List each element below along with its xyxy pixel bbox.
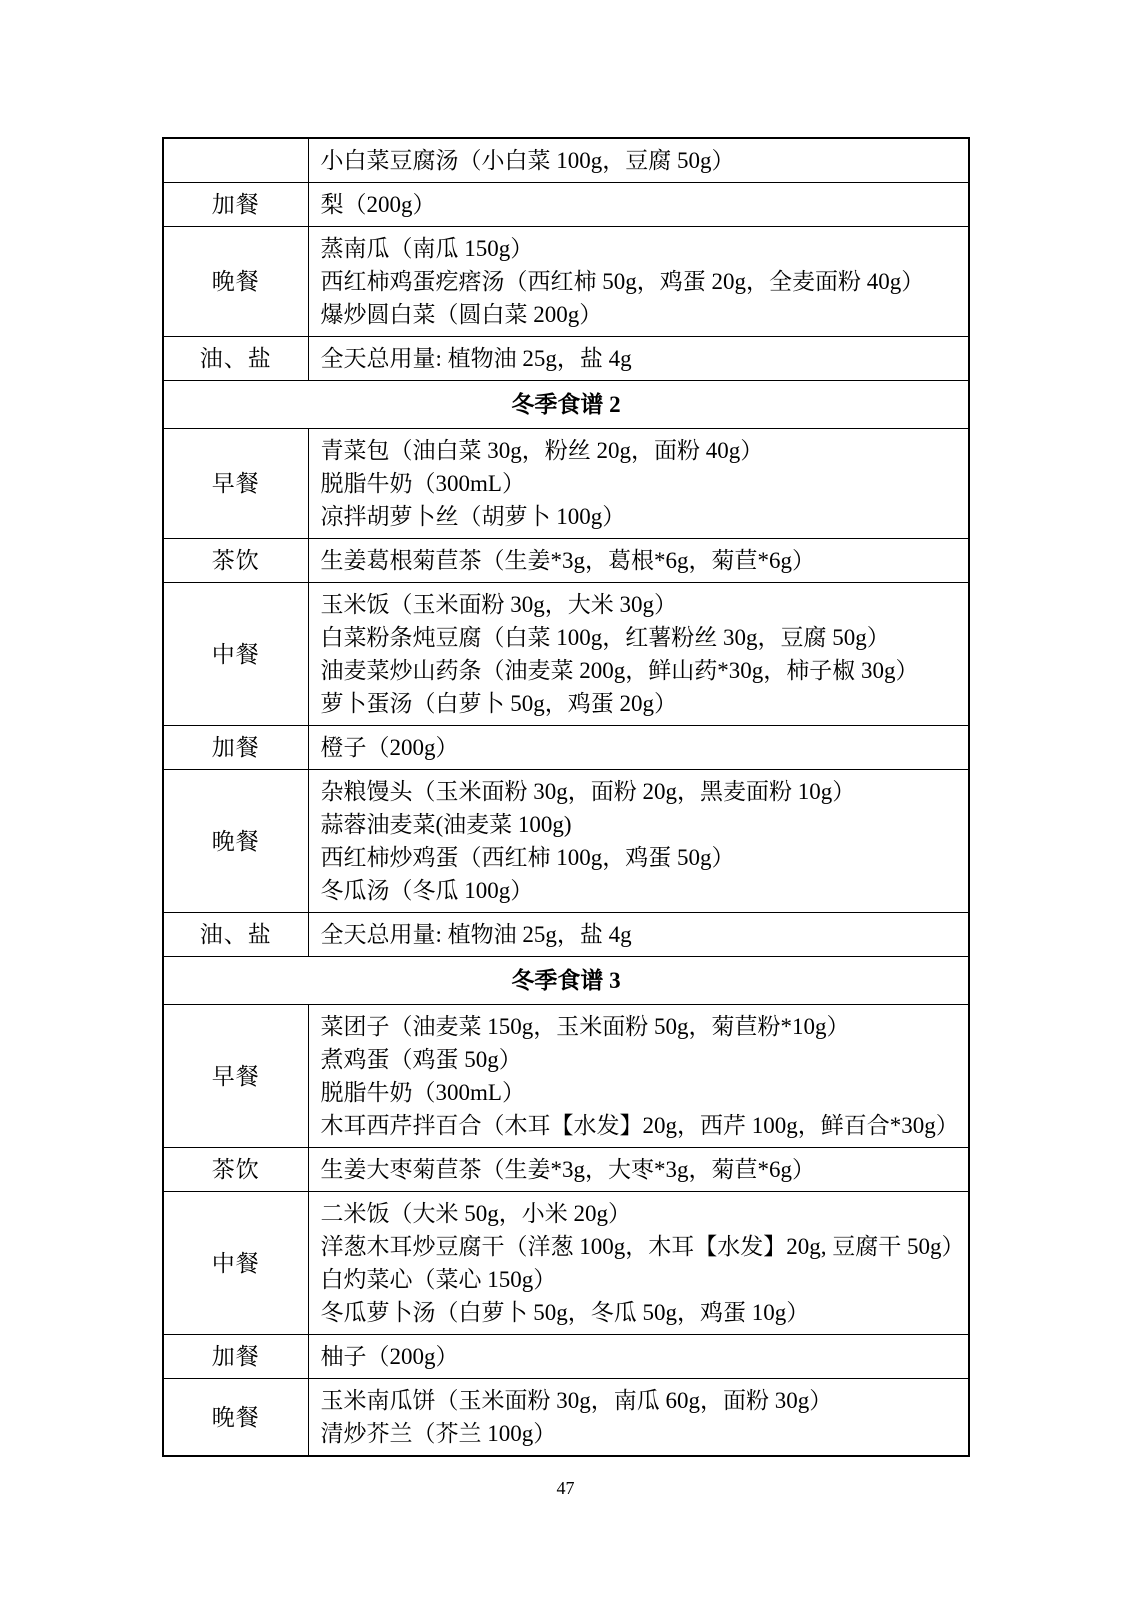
- dish-line: 冬瓜汤（冬瓜 100g）: [320, 878, 534, 903]
- meal-label: 早餐: [163, 1005, 308, 1148]
- meal-label: [163, 138, 308, 183]
- meal-content: [308, 770, 969, 913]
- dish-line: 青菜包（油白菜 30g，粉丝 20g，面粉 40g）: [320, 438, 764, 463]
- meal-label: 加餐: [163, 183, 308, 227]
- dish-line: 生姜葛根菊苣茶（生姜*3g，葛根*6g，菊苣*6g）: [320, 548, 815, 573]
- dish-line: 玉米南瓜饼（玉米面粉 30g，南瓜 60g，面粉 30g）: [320, 1388, 833, 1413]
- table-row: [163, 583, 969, 726]
- meal-content: [308, 138, 969, 183]
- table-row: [163, 1192, 969, 1335]
- dish-line: 白灼菜心（菜心 150g）: [320, 1267, 557, 1292]
- meal-content: [308, 726, 969, 770]
- meal-label: 油、盐: [163, 337, 308, 381]
- meal-label: 中餐: [163, 1192, 308, 1335]
- dish-line: 生姜大枣菊苣茶（生姜*3g，大枣*3g，菊苣*6g）: [320, 1157, 815, 1182]
- dish-line: 菜团子（油麦菜 150g，玉米面粉 50g，菊苣粉*10g）: [320, 1014, 850, 1039]
- section-title: 冬季食谱 2: [163, 381, 969, 429]
- meal-content: [308, 1005, 969, 1148]
- meal-label: 油、盐: [163, 913, 308, 957]
- dish-line: 二米饭（大米 50g，小米 20g）: [320, 1201, 631, 1226]
- meal-label: 加餐: [163, 726, 308, 770]
- dish-line: 玉米饭（玉米面粉 30g，大米 30g）: [320, 592, 677, 617]
- dish-line: 木耳西芹拌百合（木耳【水发】20g，西芹 100g，鲜百合*30g）: [320, 1113, 959, 1138]
- table-row: [163, 1148, 969, 1192]
- meal-plan-table: [162, 137, 970, 1457]
- meal-label: 茶饮: [163, 1148, 308, 1192]
- meal-content: [308, 183, 969, 227]
- dish-line: 全天总用量: 植物油 25g，盐 4g: [320, 346, 632, 371]
- meal-content: [308, 429, 969, 539]
- table-row: [163, 1335, 969, 1379]
- meal-label: 晚餐: [163, 770, 308, 913]
- table-row: [163, 227, 969, 337]
- dish-line: 洋葱木耳炒豆腐干（洋葱 100g，木耳【水发】20g, 豆腐干 50g）: [320, 1234, 965, 1259]
- dish-line: 杂粮馒头（玉米面粉 30g，面粉 20g，黑麦面粉 10g）: [320, 779, 856, 804]
- dish-line: 煮鸡蛋（鸡蛋 50g）: [320, 1047, 522, 1072]
- meal-content: [308, 1148, 969, 1192]
- dish-line: 蒜蓉油麦菜(油麦菜 100g): [320, 812, 572, 837]
- meal-content: [308, 227, 969, 337]
- dish-line: 柚子（200g）: [320, 1344, 459, 1369]
- table-row: [163, 429, 969, 539]
- meal-content: [308, 1192, 969, 1335]
- table-row: [163, 183, 969, 227]
- dish-line: 小白菜豆腐汤（小白菜 100g，豆腐 50g）: [320, 148, 735, 173]
- dish-line: 爆炒圆白菜（圆白菜 200g）: [320, 302, 603, 327]
- meal-plan-table-body: [163, 138, 969, 1456]
- page-number: 47: [556, 1478, 575, 1498]
- section-title: 冬季食谱 3: [163, 957, 969, 1005]
- meal-label: 晚餐: [163, 1379, 308, 1457]
- meal-content: [308, 337, 969, 381]
- table-row: [163, 1005, 969, 1148]
- table-row: [163, 726, 969, 770]
- meal-content: [308, 913, 969, 957]
- dish-line: 油麦菜炒山药条（油麦菜 200g，鲜山药*30g，柿子椒 30g）: [320, 658, 919, 683]
- dish-line: 蒸南瓜（南瓜 150g）: [320, 236, 534, 261]
- dish-line: 梨（200g）: [320, 192, 436, 217]
- dish-line: 全天总用量: 植物油 25g，盐 4g: [320, 922, 632, 947]
- table-row: [163, 337, 969, 381]
- dish-line: 凉拌胡萝卜丝（胡萝卜 100g）: [320, 504, 626, 529]
- meal-label: 茶饮: [163, 539, 308, 583]
- dish-line: 萝卜蛋汤（白萝卜 50g，鸡蛋 20g）: [320, 691, 677, 716]
- dish-line: 脱脂牛奶（300mL）: [320, 1080, 525, 1105]
- dish-line: 清炒芥兰（芥兰 100g）: [320, 1421, 557, 1446]
- table-row: [163, 138, 969, 183]
- table-row: [163, 913, 969, 957]
- section-header-row: [163, 381, 969, 429]
- meal-label: 加餐: [163, 1335, 308, 1379]
- table-row: [163, 770, 969, 913]
- meal-content: [308, 1379, 969, 1457]
- meal-content: [308, 539, 969, 583]
- section-header-row: [163, 957, 969, 1005]
- table-row: [163, 539, 969, 583]
- dish-line: 西红柿鸡蛋疙瘩汤（西红柿 50g，鸡蛋 20g，全麦面粉 40g）: [320, 269, 925, 294]
- table-row: [163, 1379, 969, 1457]
- meal-content: [308, 1335, 969, 1379]
- dish-line: 冬瓜萝卜汤（白萝卜 50g，冬瓜 50g，鸡蛋 10g）: [320, 1300, 810, 1325]
- dish-line: 西红柿炒鸡蛋（西红柿 100g，鸡蛋 50g）: [320, 845, 735, 870]
- meal-label: 晚餐: [163, 227, 308, 337]
- meal-label: 中餐: [163, 583, 308, 726]
- dish-line: 白菜粉条炖豆腐（白菜 100g，红薯粉丝 30g，豆腐 50g）: [320, 625, 890, 650]
- meal-content: [308, 583, 969, 726]
- dish-line: 脱脂牛奶（300mL）: [320, 471, 525, 496]
- dish-line: 橙子（200g）: [320, 735, 459, 760]
- meal-label: 早餐: [163, 429, 308, 539]
